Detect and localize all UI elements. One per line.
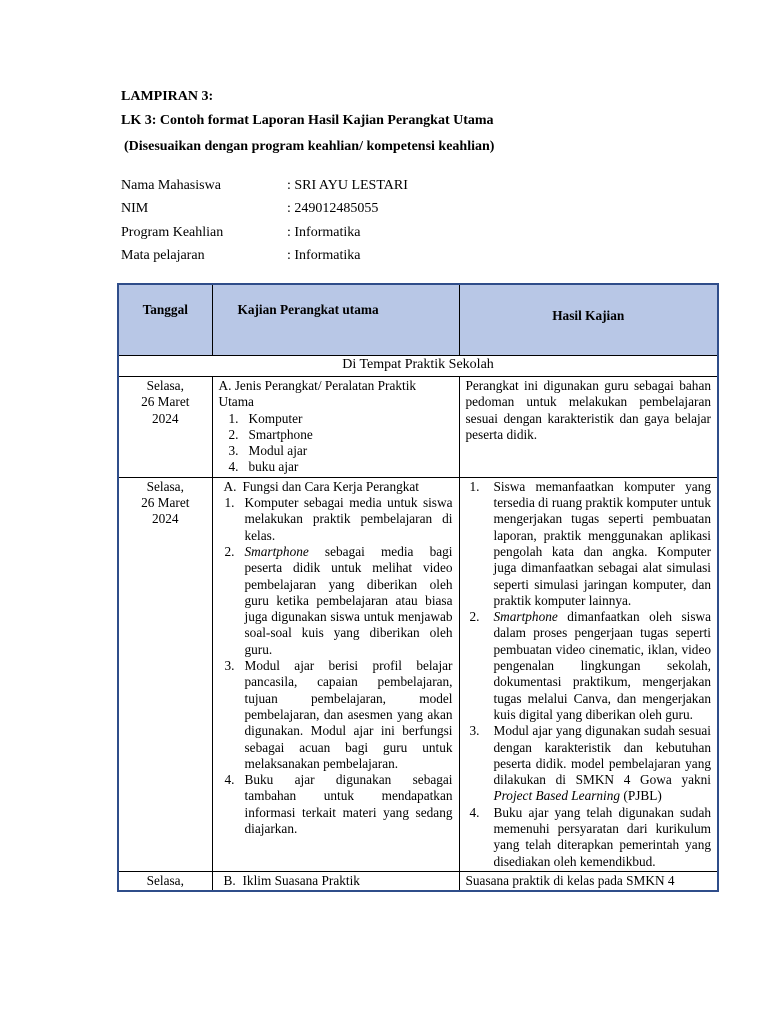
section-title: Di Tempat Praktik Sekolah (118, 356, 718, 377)
header-date: Tanggal (118, 284, 212, 356)
worksheet-subtitle: (Disesuaikan dengan program keahlian/ kompetensi keahlian) (124, 139, 495, 154)
list-item: 2. Smartphone (228, 426, 313, 442)
date-daymonth: 26 Maret (141, 495, 190, 511)
list-item: 3. Modul ajar yang digunakan sudah sesuai dengan karakteristik dan kebutuhan peserta didik. model pembelajaran yang dilakukan di SMKN 4 Gowa yakni Project Based Learning (PJBL) (469, 723, 711, 804)
list-item: 3. Modul ajar (228, 443, 308, 459)
kajian-title: A. Jenis Perangkat/ Peralatan Praktik Utama (218, 378, 417, 410)
date-cell: Selasa, (118, 871, 212, 891)
date-year: 2024 (151, 410, 179, 426)
list-item: 2. Smartphone sebagai media bagi peserta didik untuk melihat video pembelajaran yang diberikan oleh guru ketika pembelajaran atau biasa juga digunakan siswa untuk menjawab soal-soal kuis yang diberikan oleh guru. (224, 543, 453, 657)
list-item: 4. buku ajar (228, 459, 299, 475)
header-hasil: Hasil Kajian (459, 284, 718, 356)
hasil-cell: Suasana praktik di kelas pada SMKN 4 (459, 871, 718, 891)
date-cell (118, 477, 212, 871)
list-item: 1. Komputer sebagai media untuk siswa melakukan praktik pembelajaran di kelas. (224, 495, 453, 543)
date-day: Selasa, (146, 378, 184, 393)
kajian-cell (212, 477, 459, 871)
table-row (118, 377, 718, 478)
list-item: 3. Modul ajar berisi profil belajar pancasila, capaian pembelajaran, tujuan pembelajaran, model pembelajaran, dan asesmen yang akan digunakan. Modul ajar ini berfungsi sebagai acuan bagi guru untuk melaksanakan pembelajaran. (224, 658, 453, 771)
identity-label: Program Keahlian (121, 225, 224, 240)
section-row (118, 356, 718, 377)
header-kajian: Kajian Perangkat utama (212, 284, 459, 356)
identity-label: Mata pelajaran (121, 248, 205, 263)
worksheet-title: LK 3: Contoh format Laporan Hasil Kajian Perangkat Utama (121, 113, 494, 128)
table-header-row (118, 284, 718, 356)
list-item: 4. Buku ajar digunakan sebagai tambahan untuk mendapatkan informasi terkait materi yang sedang diajarkan. (224, 772, 453, 837)
identity-value: : Informatika (287, 225, 361, 240)
identity-value: : 249012485055 (287, 201, 379, 216)
identity-value: : Informatika (287, 248, 361, 263)
date-cell (118, 377, 212, 478)
table-row (118, 871, 718, 891)
function-list (219, 495, 453, 837)
kajian-subheading: A. Fungsi dan Cara Kerja Perangkat (223, 478, 420, 494)
device-list (219, 411, 453, 476)
table-row (118, 477, 718, 871)
list-item: 1. Komputer (228, 410, 303, 426)
identity-label: Nama Mahasiswa (121, 178, 221, 193)
review-table (117, 283, 719, 892)
identity-value: : SRI AYU LESTARI (287, 178, 408, 193)
list-item: 4. Buku ajar yang telah digunakan sudah memenuhi persyaratan dari kurikulum yang telah diterapkan pemerintah yang disediakan oleh kemendikbud. (469, 804, 711, 869)
hasil-cell: Perangkat ini digunakan guru sebagai bahan pedoman untuk melakukan pembelajaran sesuai dengan karakteristik dan gaya belajar peserta didik. (459, 377, 718, 478)
date-year: 2024 (151, 511, 179, 527)
identity-label: NIM (121, 201, 149, 216)
list-item: 1. Siswa memanfaatkan komputer yang tersedia di ruang praktik komputer untuk mengerjakan tugas seperti pembuatan laporan, praktik menggunakan aplikasi pengolah kata dan angka. Komputer juga dimanfaatkan sebagai alat simulasi seperti simulasi jaringan komputer, dan praktik komputer lainnya. (469, 478, 711, 608)
appendix-label: LAMPIRAN 3: (121, 89, 214, 104)
hasil-cell (459, 477, 718, 871)
kajian-cell (212, 377, 459, 478)
list-item: 2. Smartphone dimanfaatkan oleh siswa dalam proses pengerjaan tugas seperti pembuatan video cinematic, iklan, video pengenalan lingkungan sekolah, dokumentasi praktikum, mengerjakan tugas melalui Canva, dan mengerjakan kuis digital yang diberikan oleh guru. (469, 609, 711, 722)
result-list (466, 479, 712, 870)
date-day: Selasa, (146, 478, 184, 494)
date-daymonth: 26 Maret (141, 394, 190, 410)
kajian-cell (212, 871, 459, 891)
kajian-subheading: B. Iklim Suasana Praktik (223, 872, 360, 888)
